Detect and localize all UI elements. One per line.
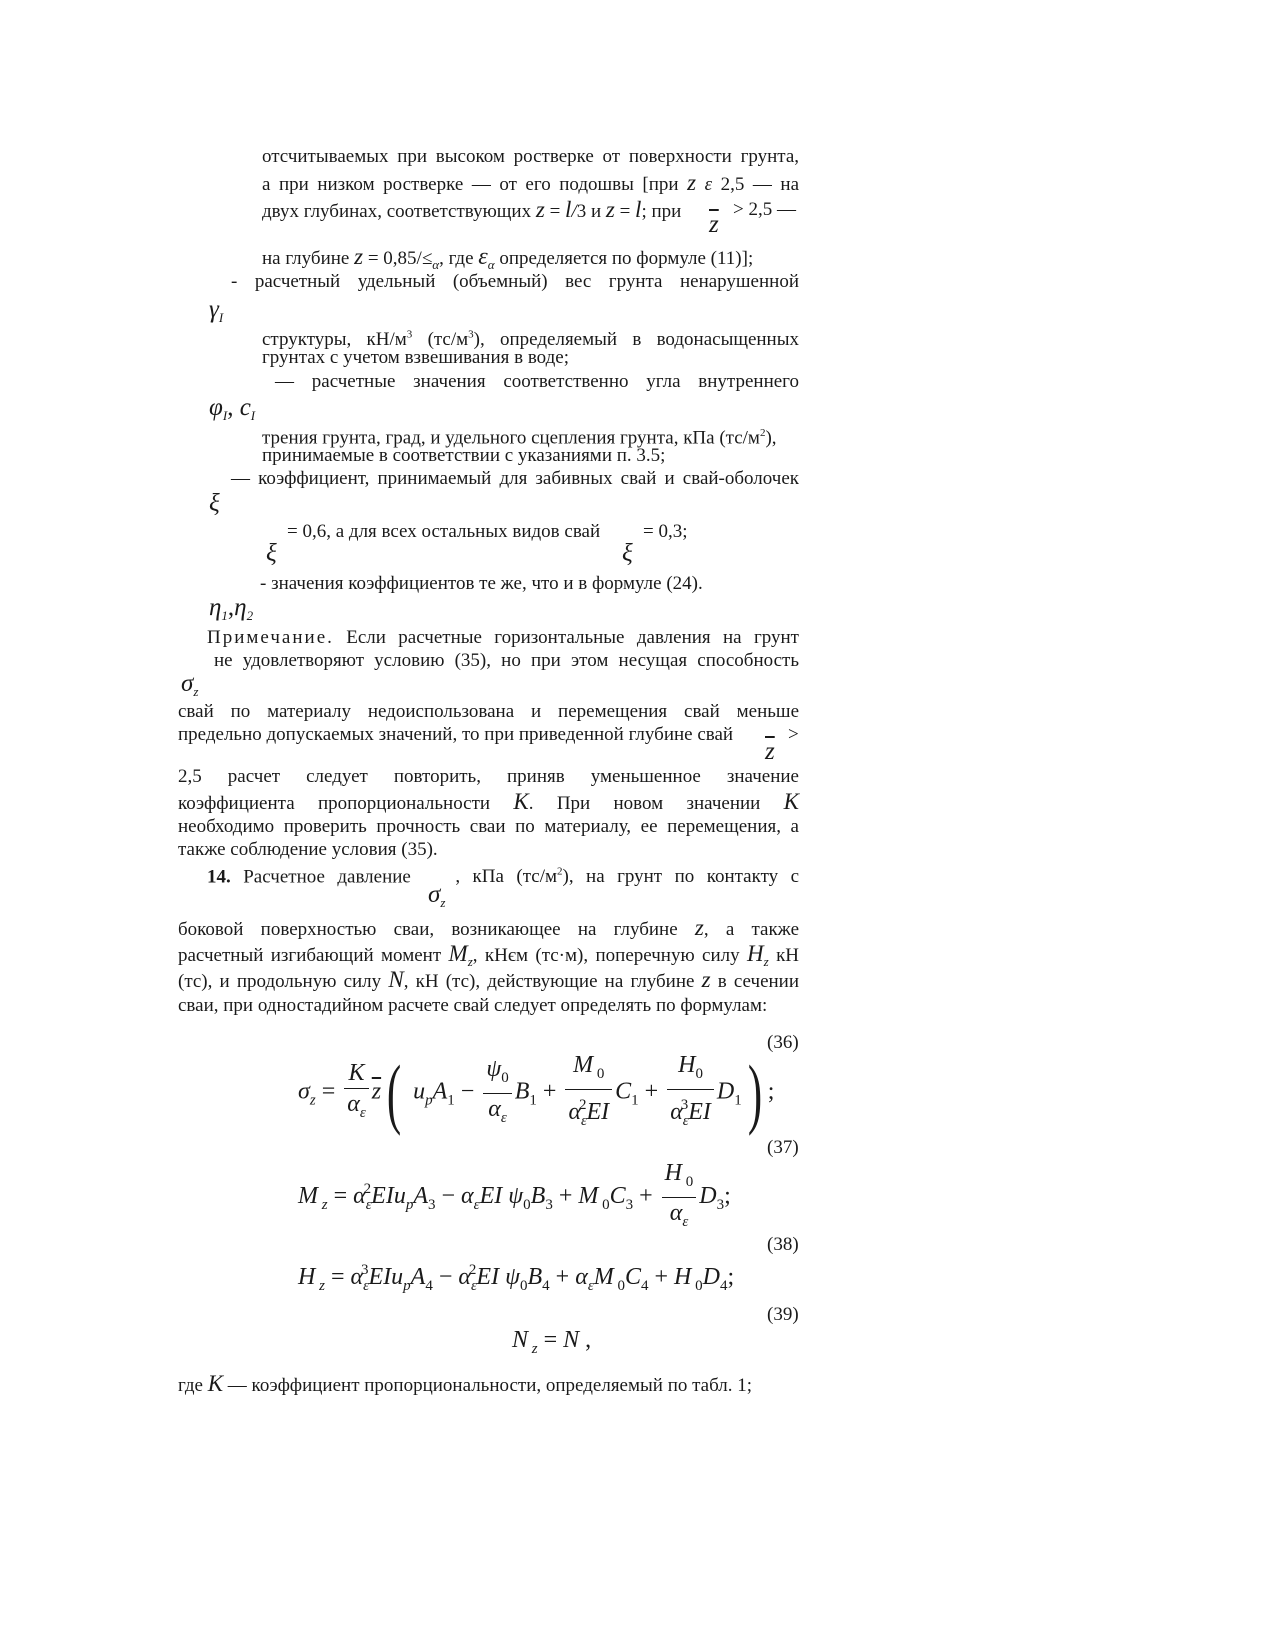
text-line: грунтах с учетом взвешивания в воде; (262, 347, 570, 368)
text-line: = 0,3; (643, 521, 688, 542)
eta-symbol: $\eta_1,\eta_2$ (209, 594, 254, 623)
paragraph-line: (тс), и продольную силу N, кН (тс), действующие на глубине z в сечении (178, 967, 800, 992)
text-line: отсчитываемых при высоком ростверке от поверхности грунта, (262, 146, 799, 167)
z-bar-symbol: $\overline{z}$ (765, 738, 775, 765)
formula-39: N $_z$ = N , (512, 1327, 592, 1357)
equation-number: (39) (767, 1304, 799, 1325)
paragraph-line: расчетный изгибающий момент $M_z$, кНєм (тс·м), поперечную силу $H_z$ кН (178, 941, 800, 969)
paragraph-line: 14. Расчетное давление , кПа $(тс/м^2)$, на грунт по контакту с (207, 866, 800, 888)
note-line: необходимо проверить прочность сваи по материалу, ее перемещения, а (178, 816, 799, 837)
equation-number: (37) (767, 1137, 799, 1158)
text-line: принимаемые в соответствии с указаниями п. 3.5; (262, 445, 666, 466)
xi-symbol: ξ (209, 490, 220, 517)
note-line: не удовлетворяют условию (35), но при этом несущая способность (214, 650, 799, 671)
phi-c-symbol: $\varphi_I$, $c_I$ (209, 394, 256, 423)
text-line: - значения коэффициентов те же, что и в формуле (24). (260, 573, 703, 594)
text-line: — расчетные значения соответственно угла внутреннего (275, 371, 799, 392)
text-line: структуры, $кН/м^3$ $(тс/м^3)$, определяемый в водонасыщенных (262, 329, 799, 351)
text-line: а при низком ростверке — от его подошвы [при z ε 2,5 — на (262, 170, 800, 195)
xi-symbol: ξ (266, 540, 277, 567)
note-line: Примечание. Если расчетные горизонтальные давления на грунт (207, 627, 799, 648)
text-line: где K — коэффициент пропорциональности, определяемый по табл. 1; (178, 1371, 753, 1396)
note-line: предельно допускаемых значений, то при приведенной глубине свай (178, 724, 734, 745)
sigma-symbol: $\sigma_z$ (428, 881, 446, 910)
text-line: двух глубинах, соответствующих z = l/3 и z = l; при (262, 197, 682, 222)
formula-36: $\sigma_z$ = $\frac{K}{\alpha_\varepsilon}$ $\overline{z}$( $u_pA_1$ − $\frac{\psi_0}{\alpha_\varepsilon}$ $B_1$ + $\frac{M _0}{\alpha_\varepsilon^2EI}$ $C_1$ + $\frac{H_0}{\alpha_\varepsilon^3EI}$ $D_1$) ; (298, 1049, 775, 1136)
note-line: коэффициента пропорциональности K. При новом значении K (178, 789, 800, 814)
z-bar-symbol: $\overline{z}$ (709, 211, 719, 238)
text-line: - расчетный удельный (объемный) вес грунта ненарушенной (231, 271, 799, 292)
formula-37: M $_z = \alpha_\varepsilon^2EIu_pA_3 - \alpha_\varepsilon EI$ $\psi_0B_3 + M$ $_0C_3$ + $\frac{H _0}{\alpha_\varepsilon}$ $D_3$; (298, 1160, 731, 1230)
text-line: > 2,5 — (733, 199, 796, 220)
note-line: также соблюдение условия (35). (178, 839, 438, 860)
text-line: = 0,6, а для всех остальных видов свай (287, 521, 601, 542)
paragraph-line: боковой поверхностью сваи, возникающее на глубине z, а также (178, 915, 799, 940)
formula-38: H $_z = \alpha_\varepsilon^3EIu_pA_4 - \alpha_\varepsilon^2EI$ $\psi_0B_4 + \alpha_\varepsilon M$ $_0C_4 + H$ $_0D_4$; (298, 1262, 735, 1294)
sigma-symbol: $\sigma_z$ (181, 670, 199, 699)
gamma-symbol: $\gamma_I$ (209, 296, 224, 325)
text-line: трения грунта, град, и удельного сцепления грунта, кПа $(тс/м^2)$, (262, 427, 777, 449)
xi-symbol: ξ (622, 540, 633, 567)
text-line: — коэффициент, принимаемый для забивных свай и свай-оболочек (231, 468, 799, 489)
note-line: свай по материалу недоиспользована и перемещения свай меньше (178, 701, 799, 722)
text-line: на глубине $z = 0,85/\le_\alpha$, где $\varepsilon_\alpha$ определяется по формуле (11)]; (262, 244, 754, 272)
note-line: > (788, 724, 799, 745)
equation-number: (38) (767, 1234, 799, 1255)
note-line: 2,5 расчет следует повторить, приняв уменьшенное значение (178, 766, 799, 787)
equation-number: (36) (767, 1032, 799, 1053)
paragraph-line: сваи, при одностадийном расчете свай следует определять по формулам: (178, 995, 768, 1016)
